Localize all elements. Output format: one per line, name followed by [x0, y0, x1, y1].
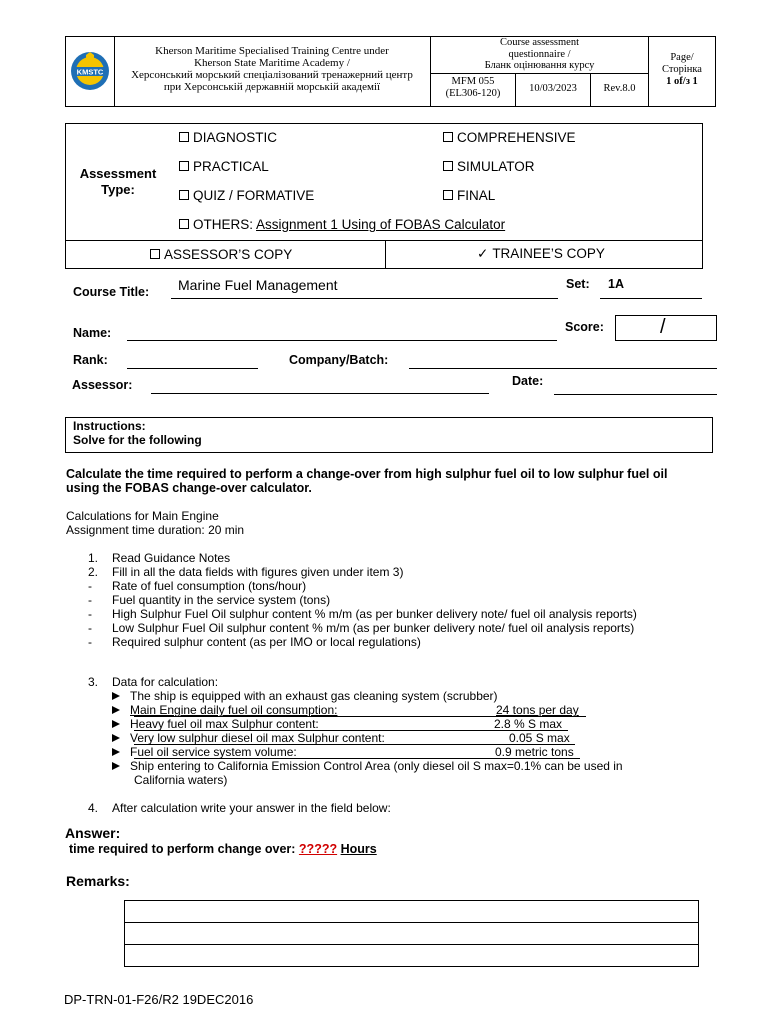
step-marker: -	[88, 635, 92, 649]
assessor-copy-option[interactable]	[150, 247, 292, 262]
answer-prefix: time required to perform change over:	[69, 842, 296, 856]
name-label: Name:	[73, 326, 112, 340]
step-marker: -	[88, 607, 92, 621]
step3-marker: 3.	[88, 675, 99, 689]
assessment-label-line1: Assessment	[79, 166, 157, 181]
option-practical-label: PRACTICAL	[193, 159, 269, 174]
option-quiz[interactable]	[179, 188, 314, 203]
header-table	[65, 36, 716, 107]
step-marker: -	[88, 579, 92, 593]
checkbox-simulator[interactable]	[443, 161, 453, 171]
checkbox-practical[interactable]	[179, 161, 189, 171]
checkbox-quiz[interactable]	[179, 190, 189, 200]
step-text: Required sulphur content (as per IMO or local regulations)	[112, 635, 421, 649]
data-item-value: 2.8 % S max	[494, 717, 563, 731]
option-comprehensive[interactable]	[443, 130, 576, 145]
data-item-california	[112, 759, 623, 773]
data-item-scrubber	[112, 689, 498, 703]
checkbox-final[interactable]	[443, 190, 453, 200]
data-item-hfo-sulphur	[112, 717, 319, 731]
data-item-california-line2: California waters)	[134, 773, 228, 787]
form-code	[431, 76, 515, 100]
set-line	[600, 298, 702, 299]
data-item-label: Heavy fuel oil max Sulphur content:	[130, 717, 319, 731]
organisation-name	[116, 45, 428, 93]
step-text: Fuel quantity in the service system (tons)	[112, 593, 331, 607]
course-title-value: Marine Fuel Management	[178, 277, 338, 293]
step-marker: -	[88, 621, 92, 635]
rank-field[interactable]	[127, 368, 258, 369]
option-diagnostic-label: DIAGNOSTIC	[193, 130, 278, 145]
data-item-service-volume	[112, 745, 297, 759]
form-date: 10/03/2023	[529, 83, 577, 94]
arrow-bullet-icon	[112, 706, 120, 714]
task-line1: Calculate the time required to perform a change-over from high sulphur fuel oil to low sulphur fuel oil	[66, 467, 668, 481]
form-title-line3: Бланк оцінювання курсу	[484, 60, 595, 71]
date-field[interactable]	[554, 394, 717, 395]
name-field[interactable]	[127, 340, 557, 341]
checkbox-comprehensive[interactable]	[443, 132, 453, 142]
data-item-label: Very low sulphur diesel oil max Sulphur content:	[130, 731, 385, 745]
org-ua-line2: при Херсонській державній морській академії	[163, 81, 381, 93]
trainee-copy-label: TRAINEE’S COPY	[492, 246, 605, 261]
instructions-box	[65, 417, 713, 453]
remarks-row-1[interactable]	[124, 900, 699, 922]
step4-text: After calculation write your answer in the field below:	[112, 801, 391, 815]
remarks-row-2[interactable]	[124, 922, 699, 944]
code-line1: MFM 055	[451, 76, 495, 87]
instructions-title: Instructions:	[73, 419, 146, 433]
data-item-label-text: Main Engine daily fuel oil consumption:	[130, 703, 338, 717]
checkbox-assessor-copy[interactable]	[150, 249, 160, 259]
step-marker: 1.	[88, 551, 99, 565]
page-line3: 1 of/з 1	[666, 76, 698, 87]
kmstc-logo	[70, 51, 110, 91]
date-label: Date:	[512, 374, 544, 388]
course-title-label: Course Title:	[73, 285, 150, 299]
option-quiz-label: QUIZ / FORMATIVE	[193, 188, 315, 203]
option-final-label: FINAL	[457, 188, 496, 203]
data-item-value: 24 tons per day	[496, 703, 579, 717]
step-marker: 2.	[88, 565, 99, 579]
footer-form-code: DP-TRN-01-F26/R2 19DEC2016	[64, 992, 254, 1007]
assessment-type-label	[70, 166, 166, 198]
page-number	[649, 52, 715, 88]
form-title-line1: Course assessment	[499, 37, 580, 48]
step-marker: -	[88, 593, 92, 607]
company-batch-field[interactable]	[409, 368, 717, 369]
step-text: Low Sulphur Fuel Oil sulphur content % m/m (as per bunker delivery note/ fuel oil analysis reports)	[112, 621, 635, 635]
remarks-label: Remarks:	[66, 873, 130, 889]
score-slash: /	[660, 316, 666, 338]
company-batch-label: Company/Batch:	[289, 353, 389, 367]
rank-label: Rank:	[73, 353, 108, 367]
step-text: Read Guidance Notes	[112, 551, 231, 565]
course-title-line	[171, 298, 558, 299]
data-item-label: Fuel oil service system volume:	[130, 745, 297, 759]
org-en-line2: Kherson State Maritime Academy /	[194, 57, 350, 69]
data-item-vlsdo-sulphur	[112, 731, 385, 745]
form-title	[431, 37, 648, 72]
page-line2: Сторінка	[662, 64, 702, 75]
score-box[interactable]	[615, 315, 717, 341]
instructions-text: Solve for the following	[73, 433, 202, 447]
assessor-field[interactable]	[151, 393, 489, 394]
trainee-copy-option[interactable]	[477, 246, 605, 262]
assignment-duration: Assignment time duration: 20 min	[66, 523, 245, 537]
data-item-label: Ship entering to California Emission Control Area (only diesel oil S max=0.1% can be used in	[130, 759, 623, 773]
option-comprehensive-label: COMPREHENSIVE	[457, 130, 576, 145]
task-line2: using the FOBAS change-over calculator.	[66, 481, 312, 495]
option-others[interactable]	[179, 217, 505, 232]
assessor-label: Assessor:	[72, 378, 133, 392]
option-simulator[interactable]	[443, 159, 535, 174]
calc-intro	[66, 509, 244, 537]
answer-placeholder[interactable]: ?????	[298, 842, 338, 856]
org-ua-line1: Херсонський морський спеціалізований тренажерний центр	[131, 69, 413, 81]
step-text: High Sulphur Fuel Oil sulphur content % m/m (as per bunker delivery note/ fuel oil analysis reports)	[112, 607, 637, 621]
data-item-label: The ship is equipped with an exhaust gas cleaning system (scrubber)	[130, 689, 498, 703]
score-label: Score:	[565, 320, 604, 334]
data-item-value: 0.9 metric tons	[495, 745, 574, 759]
arrow-bullet-icon	[112, 720, 120, 728]
remarks-row-3[interactable]	[124, 944, 699, 966]
arrow-bullet-icon	[112, 734, 120, 742]
arrow-bullet-icon	[112, 748, 120, 756]
data-item-value: 0.05 S max	[509, 731, 570, 745]
option-others-value: Assignment 1 Using of FOBAS Calculator	[256, 217, 506, 232]
option-final[interactable]	[443, 188, 495, 203]
checkbox-others[interactable]	[179, 219, 189, 229]
step-text: Fill in all the data fields with figures given under item 3)	[112, 565, 404, 579]
code-line2: (EL306-120)	[445, 88, 501, 99]
answer-unit: Hours	[340, 842, 377, 856]
checkbox-diagnostic[interactable]	[179, 132, 189, 142]
option-practical[interactable]	[179, 159, 269, 174]
form-title-line2: questionnaire /	[508, 48, 571, 60]
form-revision: Rev.8.0	[603, 83, 636, 94]
arrow-bullet-icon	[112, 692, 120, 700]
arrow-bullet-icon	[112, 762, 120, 770]
org-en-line1: Kherson Maritime Specialised Training Centre under	[155, 45, 389, 57]
option-diagnostic[interactable]	[179, 130, 277, 145]
step-text: Rate of fuel consumption (tons/hour)	[112, 579, 307, 593]
set-value: 1A	[608, 277, 624, 291]
assessment-label-line2: Type:	[101, 182, 135, 197]
set-label: Set:	[566, 277, 590, 291]
check-mark-icon: ✓	[477, 246, 489, 261]
answer-label: Answer:	[65, 825, 121, 841]
answer-line	[69, 842, 377, 856]
option-others-label: OTHERS:	[193, 217, 254, 232]
task-statement	[66, 467, 667, 495]
step4-marker: 4.	[88, 801, 99, 815]
option-simulator-label: SIMULATOR	[457, 159, 535, 174]
assessor-copy-label: ASSESSOR’S COPY	[164, 247, 293, 262]
page-line1: Page/	[670, 52, 694, 63]
logo-text: KMSTC	[76, 67, 104, 77]
step3-text: Data for calculation:	[112, 675, 219, 689]
calc-for-main-engine: Calculations for Main Engine	[66, 509, 219, 523]
